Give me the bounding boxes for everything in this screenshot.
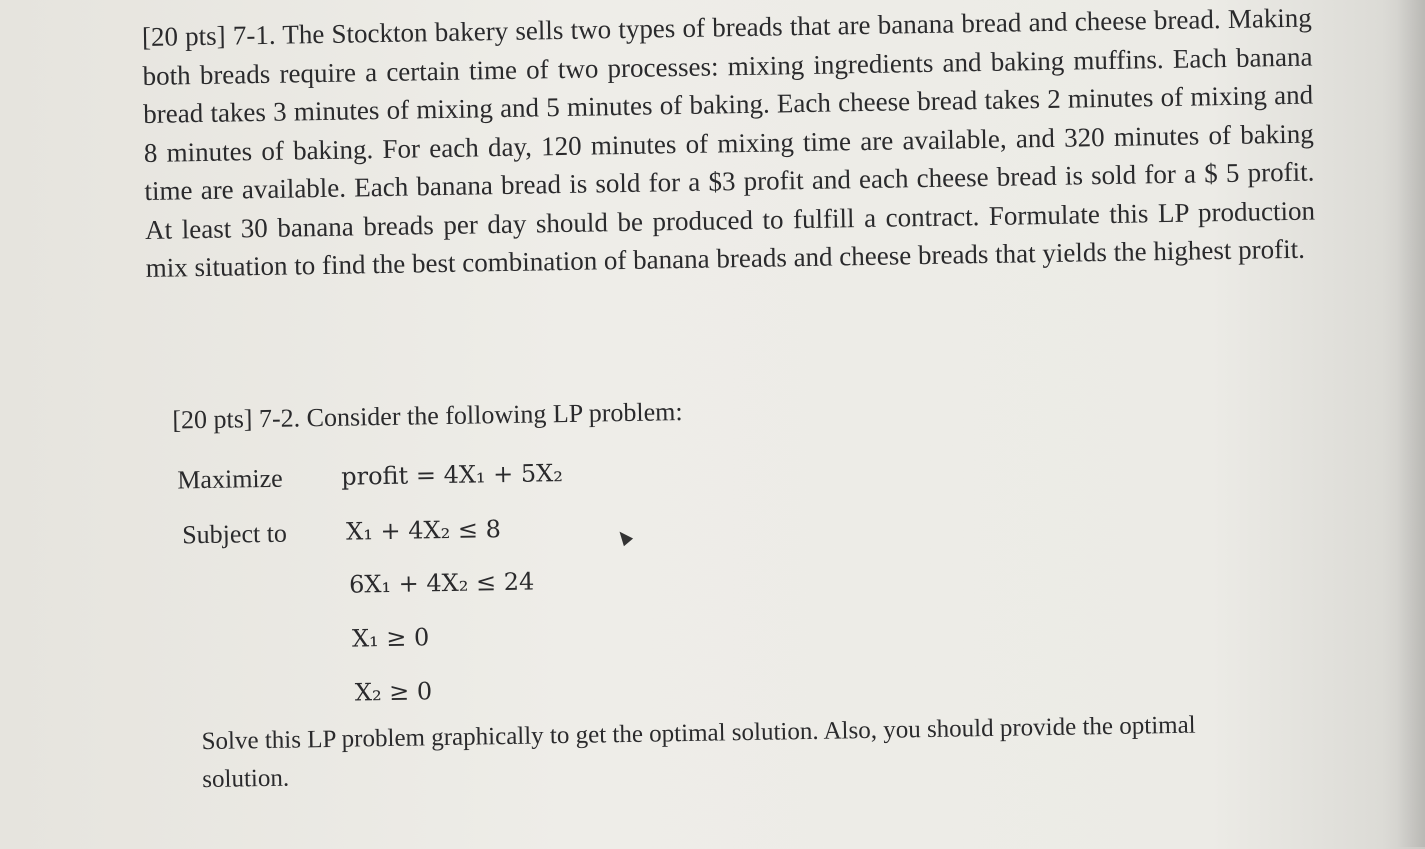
constraint-3: X₁ ≥ 0 [351, 623, 430, 653]
constraint-1: X₁ + 4X₂ ≤ 8 [345, 515, 502, 546]
screen-edge-shadow [1397, 0, 1425, 847]
constraint-4: X₂ ≥ 0 [354, 677, 433, 707]
objective-function: profit = 4X₁ + 5X₂ [341, 459, 564, 491]
constraint-2: 6X₁ + 4X₂ ≤ 24 [348, 567, 535, 599]
maximize-label: Maximize [177, 463, 283, 495]
question-7-2-heading: [20 pts] 7-2. Consider the following LP problem: [172, 397, 683, 435]
subject-to-label: Subject to [181, 518, 288, 550]
question-7-1: [20 pts] 7-1. The Stockton bakery sells two types of breads that are banana bread and cheese bread. Making both breads require a certain time of two processes: mixing ingredients and baking muffins. Each banana bread takes 3 minutes of mixing and 5 minutes of baking. Each cheese bread takes 2 minutes of mixing and 8 minutes of baking. For each day, 120 minutes of mixing time are available, and 320 minutes of baking time are available. Each banana bread is sold for a $3 profit and each cheese bread is sold for a $ 5 profit. At least 30 banana breads per day should be produced to fulfill a contract. Formulate this LP production mix situation to find the best combination of banana breads and cheese breads that yields the highest profit. [141, 2, 1316, 283]
instruction-text: Solve this LP problem graphically to get the optimal solution. Also, you should provide the optimal solution. [201, 711, 1196, 794]
